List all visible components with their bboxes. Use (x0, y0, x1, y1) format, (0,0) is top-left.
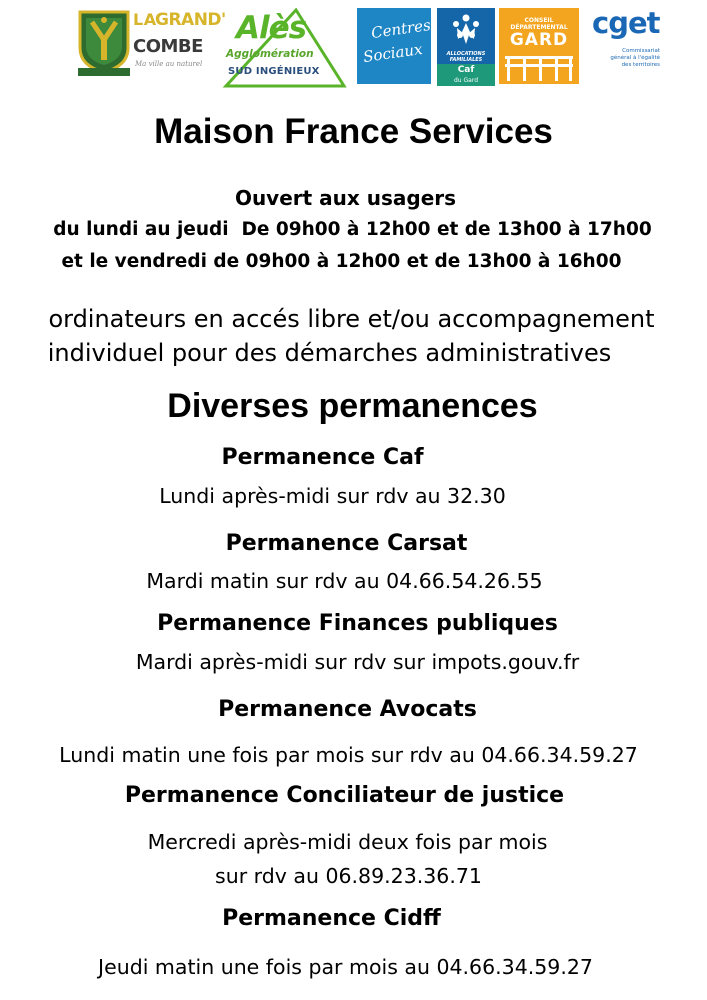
gard-conseil-text: CONSEIL DÉPARTEMENTAL (510, 17, 568, 31)
grand-combe-combe: COMBE (133, 36, 203, 57)
pont-du-gard-icon (499, 54, 579, 84)
conseil-departemental-gard-logo (499, 8, 579, 84)
gard-wordmark: GARD (509, 30, 569, 50)
permanence-caf-title: Permanence Caf (221, 445, 424, 470)
permanence-caf-detail: Lundi après-midi sur rdv au 32.30 (159, 484, 506, 508)
permanence-conciliateur-detail-line-1: Mercredi après-midi deux fois par mois (147, 830, 548, 854)
permanence-conciliateur-title: Permanence Conciliateur de justice (124, 783, 565, 808)
caf-allocations-text: ALLOCATIONS FAMILIALES (446, 51, 486, 63)
permanence-avocats-detail: Lundi matin une fois par mois sur rdv au 04.66.34.59.27 (59, 743, 638, 767)
grand-combe-grand: GRAND' (155, 10, 226, 30)
section-title-permanences: Diverses permanences (167, 387, 538, 425)
permanence-finances-detail: Mardi après-midi sur rdv sur impots.gouv.fr (135, 650, 580, 674)
permanence-cidff-title: Permanence Cidff (222, 906, 441, 931)
grand-combe-la: LA (133, 10, 157, 29)
ales-sud-ingenieux-text: SUD INGÉNIEUX (228, 66, 320, 77)
description-line-2: individuel pour des démarches administratives (47, 339, 612, 367)
grand-combe-wordmark (133, 10, 226, 76)
permanence-avocats-title: Permanence Avocats (218, 697, 477, 722)
permanence-finances-title: Permanence Finances publiques (157, 611, 558, 636)
centres-sociaux-line2: Sociaux (362, 39, 424, 67)
page-title: Maison France Services (154, 112, 553, 151)
grand-combe-slogan: Ma ville au naturel (135, 60, 203, 68)
caf-name-text: Caf (457, 65, 475, 75)
caf-gard-text: du Gard (453, 77, 478, 84)
ales-agglomeration-logo (222, 8, 348, 88)
centres-sociaux-logo (357, 8, 431, 84)
caf-logo (437, 8, 495, 86)
opening-hours-weekdays: du lundi au jeudi De 09h00 à 12h00 et de 13h00 à 17h00 (53, 219, 652, 240)
cget-logo (588, 6, 666, 90)
permanence-carsat-title: Permanence Carsat (225, 531, 468, 556)
permanence-cidff-detail: Jeudi matin une fois par mois au 04.66.34.59.27 (98, 955, 593, 979)
grand-combe-crest-logo (78, 10, 130, 76)
cget-subtitle: Commissariat général à l'égalité des territoires (610, 48, 660, 68)
opening-hours-friday: et le vendredi de 09h00 à 12h00 et de 13h00 à 16h00 (61, 251, 622, 272)
centres-sociaux-line1: Centres (370, 15, 432, 43)
cget-wordmark: cget (592, 6, 660, 40)
partner-logos (0, 0, 707, 100)
permanence-carsat-detail: Mardi matin sur rdv au 04.66.54.26.55 (146, 569, 543, 593)
opening-heading: Ouvert aux usagers (234, 186, 457, 210)
description-line-1: ordinateurs en accés libre et/ou accompagnement (48, 305, 655, 333)
ales-wordmark: Alès (236, 10, 307, 46)
ales-agglomeration-text: Agglomération (226, 48, 314, 60)
permanence-conciliateur-detail-line-2: sur rdv au 06.89.23.36.71 (215, 864, 482, 888)
